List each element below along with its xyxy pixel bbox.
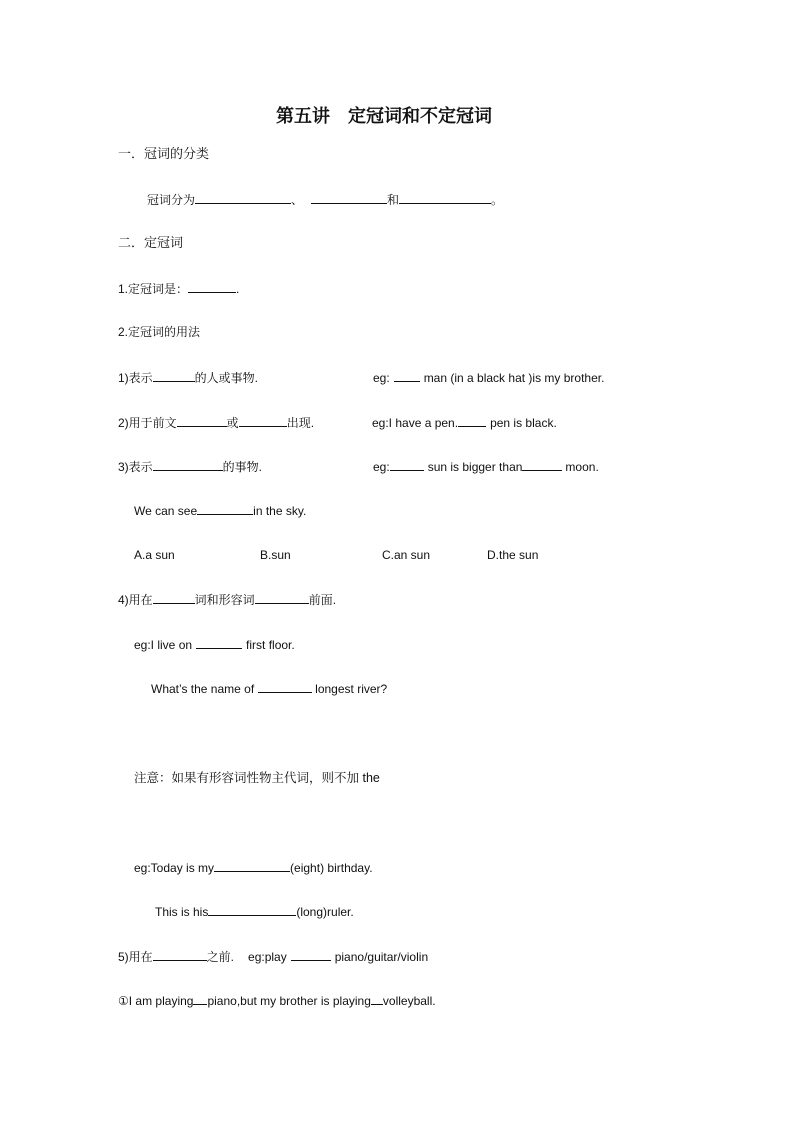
blank[interactable] bbox=[177, 414, 227, 427]
blank[interactable] bbox=[153, 948, 207, 961]
blank[interactable] bbox=[153, 369, 195, 382]
classification-line bbox=[147, 191, 503, 208]
question: We can see in the sky. bbox=[134, 504, 307, 518]
blank[interactable] bbox=[196, 636, 242, 649]
section-heading-classification: 一．冠词的分类 bbox=[118, 146, 210, 161]
separator: 和 bbox=[387, 193, 400, 207]
blank[interactable] bbox=[458, 414, 486, 427]
use-5: 5)用在 之前. eg:play piano/guitar/violin bbox=[118, 950, 429, 964]
page-title: 第五讲 定冠词和不定冠词 bbox=[276, 106, 492, 127]
item-2: 2.定冠词的用法 bbox=[118, 325, 201, 339]
use-1-example: eg: man (in a black hat )is my brother. bbox=[373, 371, 605, 385]
use-2-example: eg:I have a pen. pen is black. bbox=[372, 416, 557, 430]
blank[interactable] bbox=[258, 680, 312, 693]
blank[interactable] bbox=[208, 903, 296, 916]
use-3: 3)表示 的事物. bbox=[118, 460, 263, 474]
option-a[interactable]: A.a sun bbox=[134, 548, 175, 562]
line-end: 。 bbox=[491, 193, 504, 207]
option-b[interactable]: B.sun bbox=[260, 548, 291, 562]
option-d[interactable]: D.the sun bbox=[487, 548, 539, 562]
line-prefix: 冠词分为 bbox=[147, 193, 196, 207]
blank[interactable] bbox=[153, 458, 223, 471]
use-3-example: eg: sun is bigger than moon. bbox=[373, 460, 599, 474]
blank[interactable] bbox=[522, 458, 562, 471]
note-example-2: This is his (long)ruler. bbox=[155, 905, 354, 919]
note: 注意：如果有形容词性物主代词，则不加 the bbox=[134, 771, 380, 785]
blank-1[interactable] bbox=[195, 191, 291, 204]
blank[interactable] bbox=[188, 280, 236, 293]
blank-2[interactable] bbox=[311, 191, 387, 204]
use-2: 2)用于前文 或 出现. bbox=[118, 416, 315, 430]
item-1: 1.定冠词是： . bbox=[118, 282, 240, 296]
exercise-1: ①I am playing piano,but my brother is playing volleyball. bbox=[118, 994, 436, 1008]
use-4: 4)用在 词和形容词 前面. bbox=[118, 593, 337, 607]
blank[interactable] bbox=[153, 591, 195, 604]
note-example-1: eg:Today is my (eight) birthday. bbox=[134, 861, 373, 875]
section-heading-definite: 二．定冠词 bbox=[118, 235, 184, 250]
use-4-example-1: eg:I live on first floor. bbox=[134, 638, 295, 652]
separator: 、 bbox=[291, 193, 304, 207]
blank[interactable] bbox=[371, 992, 383, 1005]
blank[interactable] bbox=[390, 458, 424, 471]
blank[interactable] bbox=[193, 992, 207, 1005]
option-c[interactable]: C.an sun bbox=[382, 548, 431, 562]
blank[interactable] bbox=[197, 502, 253, 515]
blank[interactable] bbox=[239, 414, 287, 427]
blank[interactable] bbox=[214, 859, 290, 872]
use-4-example-2: What’s the name of longest river? bbox=[151, 682, 388, 696]
blank[interactable] bbox=[255, 591, 309, 604]
use-1: 1)表示 的人或事物. bbox=[118, 371, 259, 385]
blank[interactable] bbox=[394, 369, 420, 382]
blank[interactable] bbox=[291, 948, 331, 961]
blank-3[interactable] bbox=[399, 191, 491, 204]
